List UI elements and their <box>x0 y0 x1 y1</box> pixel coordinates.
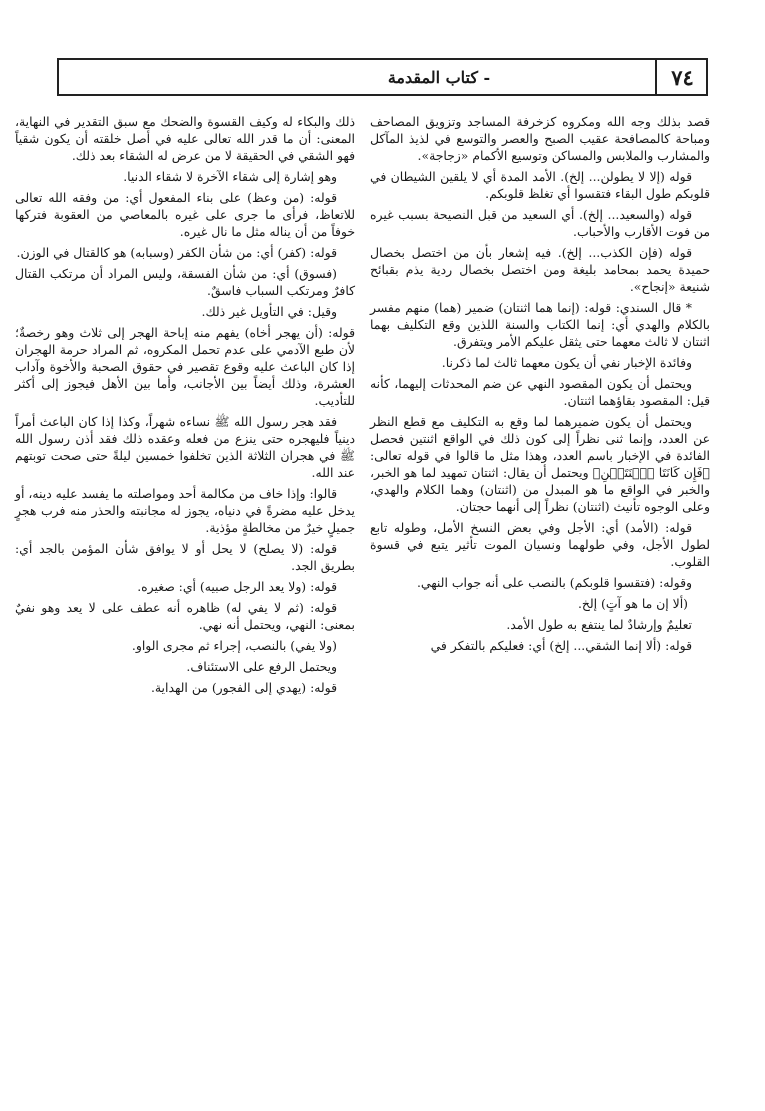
right-text-column <box>370 113 710 658</box>
paragraph: قوله: (من وعظ) على بناء المفعول أي: من وفقه الله تعالى للاتعاظ، فرأى ما جرى على غيره بالمعاصي من العقوبة فتركها خوفاً من أن يناله مثل ما نال غيره. <box>15 190 355 239</box>
paragraph: (ولا يفي) بالنصب، إجراء ثم مجرى الواو. <box>131 638 337 653</box>
paragraph: (ألا إن ما هو آتٍ) إلخ. <box>577 596 688 611</box>
page-number: ٧٤ <box>671 64 694 90</box>
paragraph: قوله (والسعيد... إلخ). أي السعيد من قبل النصيحة بسبب غيره من فوت الأقارب والأحباب. <box>370 207 710 239</box>
paragraph: تعليمٌ وإرشادٌ لما ينتفع به طول الأمد. <box>506 617 692 632</box>
paragraph: * قال السندي: قوله: (إنما هما اثنتان) ضمير (هما) منهم مفسر بالكلام والهدي أي: إنما الكتاب والسنة اللذين وقع التكليف بهما اثنتان لا ثالث معهما حتى يثقل عليكم الأمر ويتفرق. <box>370 300 710 349</box>
paragraph: قوله: (ألا إنما الشقي... إلخ) أي: فعليكم بالتفكر في <box>430 638 692 653</box>
paragraph: قصد بذلك وجه الله ومكروه كزخرفة المساجد وتزويق المصاحف ومباحة كالمصافحة عقيب الصبح والعصر والتوسع في لذيذ المآكل والمشارب والملابس والمساكن وتوسيع الأكمام «زجاجة». <box>370 114 710 163</box>
page-header <box>57 58 708 96</box>
paragraph: قوله: (لا يصلح) لا يحل أو لا يوافق شأن المؤمن بالجد أي: بطريق الجد. <box>15 541 355 573</box>
paragraph: قوله: (الأمد) أي: الأجل وفي بعض النسخ الأمل، وطوله تابع لطول الأجل، وفي طولهما ونسيان الموت تأثير يتبع في قسوة القلوب. <box>370 520 710 569</box>
paragraph: (فسوق) أي: من شأن الفسقة، وليس المراد أن مرتكب القتال كافرٌ ومرتكب السباب فاسقٌ. <box>15 266 355 298</box>
paragraph: وفائدة الإخبار نفي أن يكون معهما ثالث لما ذكرنا. <box>441 355 692 370</box>
paragraph: قوله: (ثم لا يفي له) ظاهره أنه عطف على لا يعد وهو نفيٌ بمعنى: النهي، ويحتمل أنه نهي. <box>15 600 355 632</box>
paragraph: قالوا: وإذا خاف من مكالمة أحد ومواصلته ما يفسد عليه دينه، أو يدخل عليه مضرةً في دنياه، يجوز له مجانبته والحذر منه فرب هجرٍ جميلٍ خيرٌ من مخالطةٍ مؤذية. <box>15 486 355 535</box>
paragraph: وقيل: في التأويل غير ذلك. <box>201 304 337 319</box>
paragraph: قوله: (كفر) أي: من شأن الكفر (وسبابه) هو كالقتال في الوزن. <box>16 245 337 260</box>
left-text-column <box>15 113 355 700</box>
paragraph: قوله (فإن الكذب... إلخ). فيه إشعار بأن من اختصل بخصال حميدة يحمد بمحامد بليغة ومن اختصل بخصال ردية يذم بقبائح شنيعة «إنجاح». <box>370 245 710 294</box>
paragraph: ذلك والبكاء له وكيف القسوة والضحك مع سبق التقدير في النهاية، المعنى: أن ما قدر الله تعالى عليه في أصل خلقته أن يكون شقياً فهو الشقي في الحقيقة لا من عرض له الشقاء بعد ذلك. <box>15 114 355 163</box>
paragraph: وقوله: (فتقسوا قلوبكم) بالنصب على أنه جواب النهي. <box>416 575 692 590</box>
paragraph: ويحتمل أن يكون ضميرهما لما وقع به التكليف مع قطع النظر عن العدد، وإنما ثنى نظراً إلى كون ذلك في الواقع اثنتين فحصل الفائدة في الإخبار باسم العدد، وهذا مثل ما قالوا في قوله تعالى: ﴿فَإِن كَانَتَا ٱثۡنَتَيۡنِ﴾ ويحتمل أن يقال: اثنتان تمهيد لما هو الخبر، والخبر في الواقع ما هو المبدل من (اثنتان) وهما الكلام والهدي، وعلى الوجوه تأنيث (اثنتان) نظراً إلى أنهما حجتان. <box>370 414 710 514</box>
paragraph: قوله: (يهدي إلى الفجور) من الهداية. <box>150 680 337 695</box>
header-divider <box>655 60 657 94</box>
paragraph: قوله (إلا لا يطولن... إلخ). الأمد المدة أي لا يلقين الشيطان في قلوبكم طول البقاء فتقسوا أي تغلظ قلوبكم. <box>370 169 710 201</box>
running-title: - كتاب المقدمة <box>387 67 491 87</box>
paragraph: فقد هجر رسول الله ﷺ نساءه شهراً، وكذا إذا كان الباعث أمراً دينياً فليهجره حتى ينزع من فعله وعقده ذلك فقد أذن رسول الله ﷺ في هجران الثلاثة الذين تخلفوا خمسين ليلةً حتى صحت توبتهم عند الله. <box>15 414 355 480</box>
paragraph: قوله: (ولا يعد الرجل صبيه) أي: صغيره. <box>137 579 337 594</box>
paragraph: قوله: (أن يهجر أخاه) يفهم منه إباحة الهجر إلى ثلاث وهو رخصةٌ؛ لأن طبع الآدمي على عدم تحمل المكروه، ثم المراد حرمة الهجران إذا كان الباعث عليه وقوع تقصير في حقوق الصحبة والأخوة وآداب العشرة، وذلك أيضاً بين الأجانب، وأما بين الأهل فيجوز إلى أكثر للتأديب. <box>15 325 355 408</box>
paragraph: ويحتمل أن يكون المقصود النهي عن ضم المحدثات إليهما، كأنه قيل: المقصود بقاؤهما اثنتان. <box>370 376 710 408</box>
paragraph: ويحتمل الرفع على الاستئناف. <box>186 659 337 674</box>
paragraph: وهو إشارة إلى شقاء الآخرة لا شقاء الدنيا. <box>123 169 337 184</box>
